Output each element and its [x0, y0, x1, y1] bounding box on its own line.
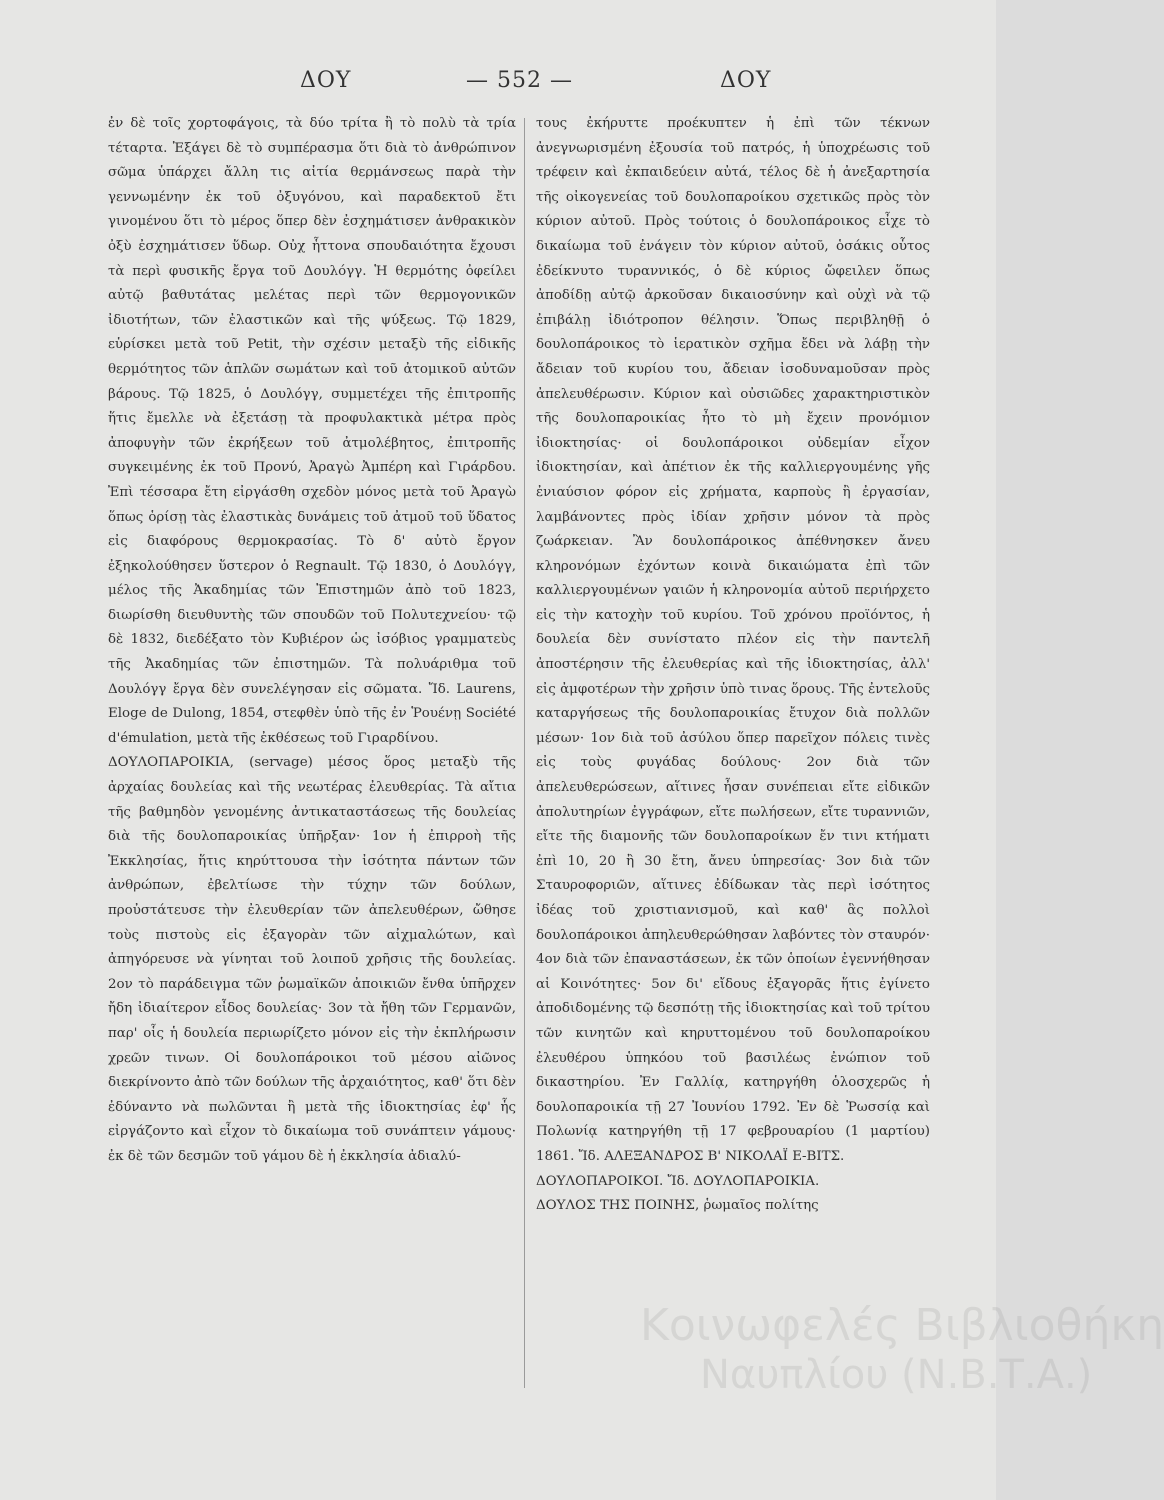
right-entry-douloparoikoi: ΔΟΥΛΟΠΑΡΟΙΚΟΙ. Ἴδ. ΔΟΥΛΟΠΑΡΟΙΚΙΑ. — [536, 1173, 820, 1189]
header-left-entry: ΔΟΥ — [300, 68, 352, 93]
library-watermark: Κοινωφελές Βιβλιοθήκη — [640, 1300, 1164, 1351]
right-entry-doulos-tis-poinis: ΔΟΥΛΟΣ ΤΗΣ ΠΟΙΝΗΣ, ῥωμαῖος πολίτης — [536, 1198, 819, 1214]
column-divider — [524, 118, 525, 1388]
header-right-entry: ΔΟΥ — [720, 68, 772, 93]
library-watermark-line2: Ναυπλίου (Ν.Β.Τ.Α.) — [700, 1352, 1093, 1398]
right-column — [536, 112, 930, 1219]
left-paragraph-douloparoikia: ΔΟΥΛΟΠΑΡΟΙΚΙΑ, (servage) μέσος ὅρος μεταξὺ τῆς ἀρχαίας δουλείας καὶ τῆς νεωτέρας ἐλευθερίας. Τὰ αἴτια τῆς βαθμηδὸν γενομένης ἀντικαταστάσεως τῆς δουλείας διὰ τῆς δουλοπαροικίας ὑπῆρξαν· 1ον ἡ ἐπιρροὴ τῆς Ἐκκλησίας, ἥτις κηρύττουσα τὴν ἰσότητα πάντων τῶν ἀνθρώπων, ἐβελτίωσε τὴν τύχην τῶν δούλων, προὐστάτευσε τὴν ἐλευθερίαν τῶν ἀπελευθέρων, ὤθησε τοὺς πιστοὺς εἰς ἐξαγορὰν τῶν αἰχμαλώτων, καὶ ἀπηγόρευσε νὰ γίνηται τοῦ λοιποῦ χρῆσις τῆς δουλείας. 2ον τὸ παράδειγμα τῶν ῥωμαϊκῶν ἀποικιῶν ἔνθα ὑπῆρχεν ἤδη ἰδιαίτερον εἶδος δουλείας· 3ον τὰ ἤθη τῶν Γερμανῶν, παρ' οἷς ἡ δουλεία περιωρίζετο μόνον εἰς τὴν ἐκπλήρωσιν χρεῶν τινων. Οἱ δουλοπάροικοι τοῦ μέσου αἰῶνος διεκρίνοντο ἀπὸ τῶν δούλων τῆς ἀρχαιότητος, καθ' ὅτι δὲν ἐδύναντο νὰ πωλῶνται ἢ μετὰ τῆς ἰδιοκτησίας ἐφ' ἧς εἰργάζοντο καὶ εἶχον τὸ δικαίωμα τοῦ συνάπτειν γάμους· ἐκ δὲ τῶν δεσμῶν τοῦ γάμου δὲ ἡ ἐκκλησία ἀδιαλύ- — [108, 755, 516, 1164]
page-header — [0, 68, 996, 108]
left-paragraph-dulong: ἐν δὲ τοῖς χορτοφάγοις, τὰ δύο τρίτα ἢ τὸ πολὺ τὰ τρία τέταρτα. Ἐξάγει δὲ τὸ συμπέρασμα ὅτι διὰ τὸ ἀνθρώπινον σῶμα ὑπάρχει ἄλλη τις αἰτία θερμάνσεως παρὰ τὴν γεννωμένην ἐκ τοῦ ὀξυγόνου, καὶ παραδεκτοῦ ἔτι γινομένου ὅτι τὸ μέρος ὅπερ δὲν ἐσχημάτισεν ἀνθρακικὸν ὀξὺ ἐσχημάτισεν ὕδωρ. Οὐχ ἧττονα σπουδαιότητα ἔχουσι τὰ περὶ φυσικῆς ἔργα τοῦ Δουλόγγ. Ἡ θερμότης ὀφείλει αὐτῷ βαθυτάτας μελέτας περὶ τῶν θερμογονικῶν ἰδιοτήτων, τῶν ἐλαστικῶν καὶ τῆς ψύξεως. Τῷ 1829, εὑρίσκει μετὰ τοῦ Petit, τὴν σχέσιν μεταξὺ τῆς εἰδικῆς θερμότητος τῶν ἁπλῶν σωμάτων καὶ τοῦ ἀτομικοῦ αὐτῶν βάρους. Τῷ 1825, ὁ Δουλόγγ, συμμετέχει τῆς ἐπιτροπῆς ἥτις ἔμελλε νὰ ἐξετάσῃ τὰ προφυλακτικὰ μέτρα πρὸς ἀποφυγὴν τῶν ἐκρήξεων τοῦ ἀτμολέβητος, ἐπιτροπῆς συγκειμένης ἐκ τοῦ Προνύ, Ἀραγὼ Ἀμπέρη καὶ Γιράρδου. Ἐπὶ τέσσαρα ἔτη εἰργάσθη σχεδὸν μόνος μετὰ τοῦ Ἀραγὼ ὅπως ὁρίσῃ τὰς ἐλαστικὰς δυνάμεις τοῦ ἀτμοῦ τοῦ ὕδατος εἰς διαφόρους θερμοκρασίας. Τὸ δ' αὐτὸ ἔργον ἐξηκολούθησεν ὕστερον ὁ Regnault. Τῷ 1830, ὁ Δουλόγγ, μέλος τῆς Ἀκαδημίας τῶν Ἐπιστημῶν ἀπὸ τοῦ 1823, διωρίσθη διευθυντὴς τῶν σπουδῶν τοῦ Πολυτεχνείου· τῷ δὲ 1832, διεδέξατο τὸν Κυβιέρον ὡς ἰσόβιος γραμματεὺς τῆς Ἀκαδημίας τῶν ἐπιστημῶν. Τὰ πολυάριθμα τοῦ Δουλόγγ ἔργα δὲν συνελέγησαν εἰς σῶματα. Ἴδ. Laurens, Eloge de Dulong, 1854, στεφθὲν ὑπὸ τῆς ἐν Ῥουένῃ Société d'émulation, μετὰ τῆς ἐκθέσεως τοῦ Γιραρδίνου. — [108, 116, 516, 746]
page-number: — 552 — — [466, 68, 573, 93]
left-column — [108, 112, 516, 1170]
right-paragraph-continuation: τους ἐκήρυττε προέκυπτεν ἡ ἐπὶ τῶν τέκνων ἀνεγνωρισμένη ἐξουσία τοῦ πατρός, ἡ ὑποχρέωσις τοῦ τρέφειν καὶ ἐκπαιδεύειν αὐτά, τέλος δὲ ἡ ἀνεξαρτησία τῆς οἰκογενείας τοῦ δουλοπαροίκου σχετικῶς πρὸς τὸν κύριον αὐτοῦ. Πρὸς τούτοις ὁ δουλοπάροικος εἶχε τὸ δικαίωμα τοῦ ἐνάγειν τὸν κύριον αὐτοῦ, ὁσάκις οὗτος ἐδείκνυτο τυραννικός, ὁ δὲ κύριος ὤφειλεν ὅπως ἀποδίδῃ αὐτῷ ἀρκοῦσαν δικαιοσύνην καὶ οὐχὶ νὰ τῷ ἐπιβάλῃ ἰδιότροπον θέλησιν. Ὅπως περιβληθῇ ὁ δουλοπάροικος τὸ ἱερατικὸν σχῆμα ἔδει νὰ λάβῃ τὴν ἄδειαν τοῦ κυρίου του, ἄδειαν ἰσοδυναμοῦσαν πρὸς ἀπελευθέρωσιν. Κύριον καὶ οὐσιῶδες χαρακτηριστικὸν τῆς δουλοπαροικίας ἦτο τὸ μὴ ἔχειν προνόμιον ἰδιοκτησίας· οἱ δουλοπάροικοι οὐδεμίαν εἶχον ἰδιοκτησίαν, καὶ ἀπέτιον ἐκ τῆς καλλιεργουμένης γῆς ἐνιαύσιον φόρον εἰς χρήματα, καρποὺς ἢ ἐργασίαν, λαμβάνοντες πρὸς ἰδίαν χρῆσιν μόνον τὰ πρὸς ζωάρκειαν. Ἂν δουλοπάροικος ἀπέθνησκεν ἄνευ κληρονόμων ἐχόντων κοινὰ δικαιώματα ἐπὶ τῶν καλλιεργουμένων γαιῶν ἡ κληρονομία αὐτοῦ περιήρχετο εἰς τὴν κατοχὴν τοῦ κυρίου. Τοῦ χρόνου προϊόντος, ἡ δουλεία δὲν συνίστατο πλέον εἰς τὴν παντελῆ ἀποστέρησιν τῆς ἐλευθερίας καὶ τῆς ἰδιοκτησίας, ἀλλ' εἰς ἀμφοτέρων τὴν χρῆσιν ὑπὸ τινας ὅρους. Τῆς ἐντελοῦς καταργήσεως τῆς δουλοπαροικίας ἔτυχον διὰ πολλῶν μέσων· 1ον διὰ τοῦ ἀσύλου ὅπερ παρεῖχον πόλεις τινὲς εἰς τοὺς φυγάδας δούλους· 2ον διὰ τῶν ἀπελευθερώσεων, αἵτινες ἦσαν συνέπειαι εἴτε εἰδικῶν ἀπολυτηρίων ἐγγράφων, εἴτε πωλήσεων, εἴτε τυραννιῶν, εἴτε τῆς διαμονῆς τῶν δουλοπαροίκων ἔν τινι κτήματι ἐπὶ 10, 20 ἢ 30 ἔτη, ἄνευ ὑπηρεσίας· 3ον διὰ τῶν Σταυροφοριῶν, αἵτινες ἐδίδωκαν τὰς περὶ ἰσότητος ἰδέας τοῦ χριστιανισμοῦ, καὶ καθ' ἃς πολλοὶ δουλοπάροικοι ἀπηλευθερώθησαν λαβόντες τὸν σταυρόν· 4ον διὰ τῶν ἐπαναστάσεων, ἐκ τῶν ὁποίων ἐγεννήθησαν αἱ Κοινότητες· 5ον δι' εἴδους ἐξαγορᾶς ἥτις ἐγίνετο ἀποδιδομένης τῷ δεσπότῃ τῆς ἰδιοκτησίας καὶ τοῦ τρίτου τῶν κινητῶν καὶ κηρυττομένου τοῦ δουλοπαροίκου ἐλευθέρου ὑπηκόου τοῦ βασιλέως ἐνώπιον τοῦ δικαστηρίου. Ἐν Γαλλίᾳ, κατηργήθη ὁλοσχερῶς ἡ δουλοπαροικία τῇ 27 Ἰουνίου 1792. Ἐν δὲ Ῥωσσίᾳ καὶ Πολωνίᾳ κατηργήθη τῇ 17 φεβρουαρίου (1 μαρτίου) 1861. Ἴδ. ΑΛΕΞΑΝΔΡΟΣ Β' ΝΙΚΟΛΑΪ Ε-ΒΙΤΣ. — [536, 116, 930, 1164]
